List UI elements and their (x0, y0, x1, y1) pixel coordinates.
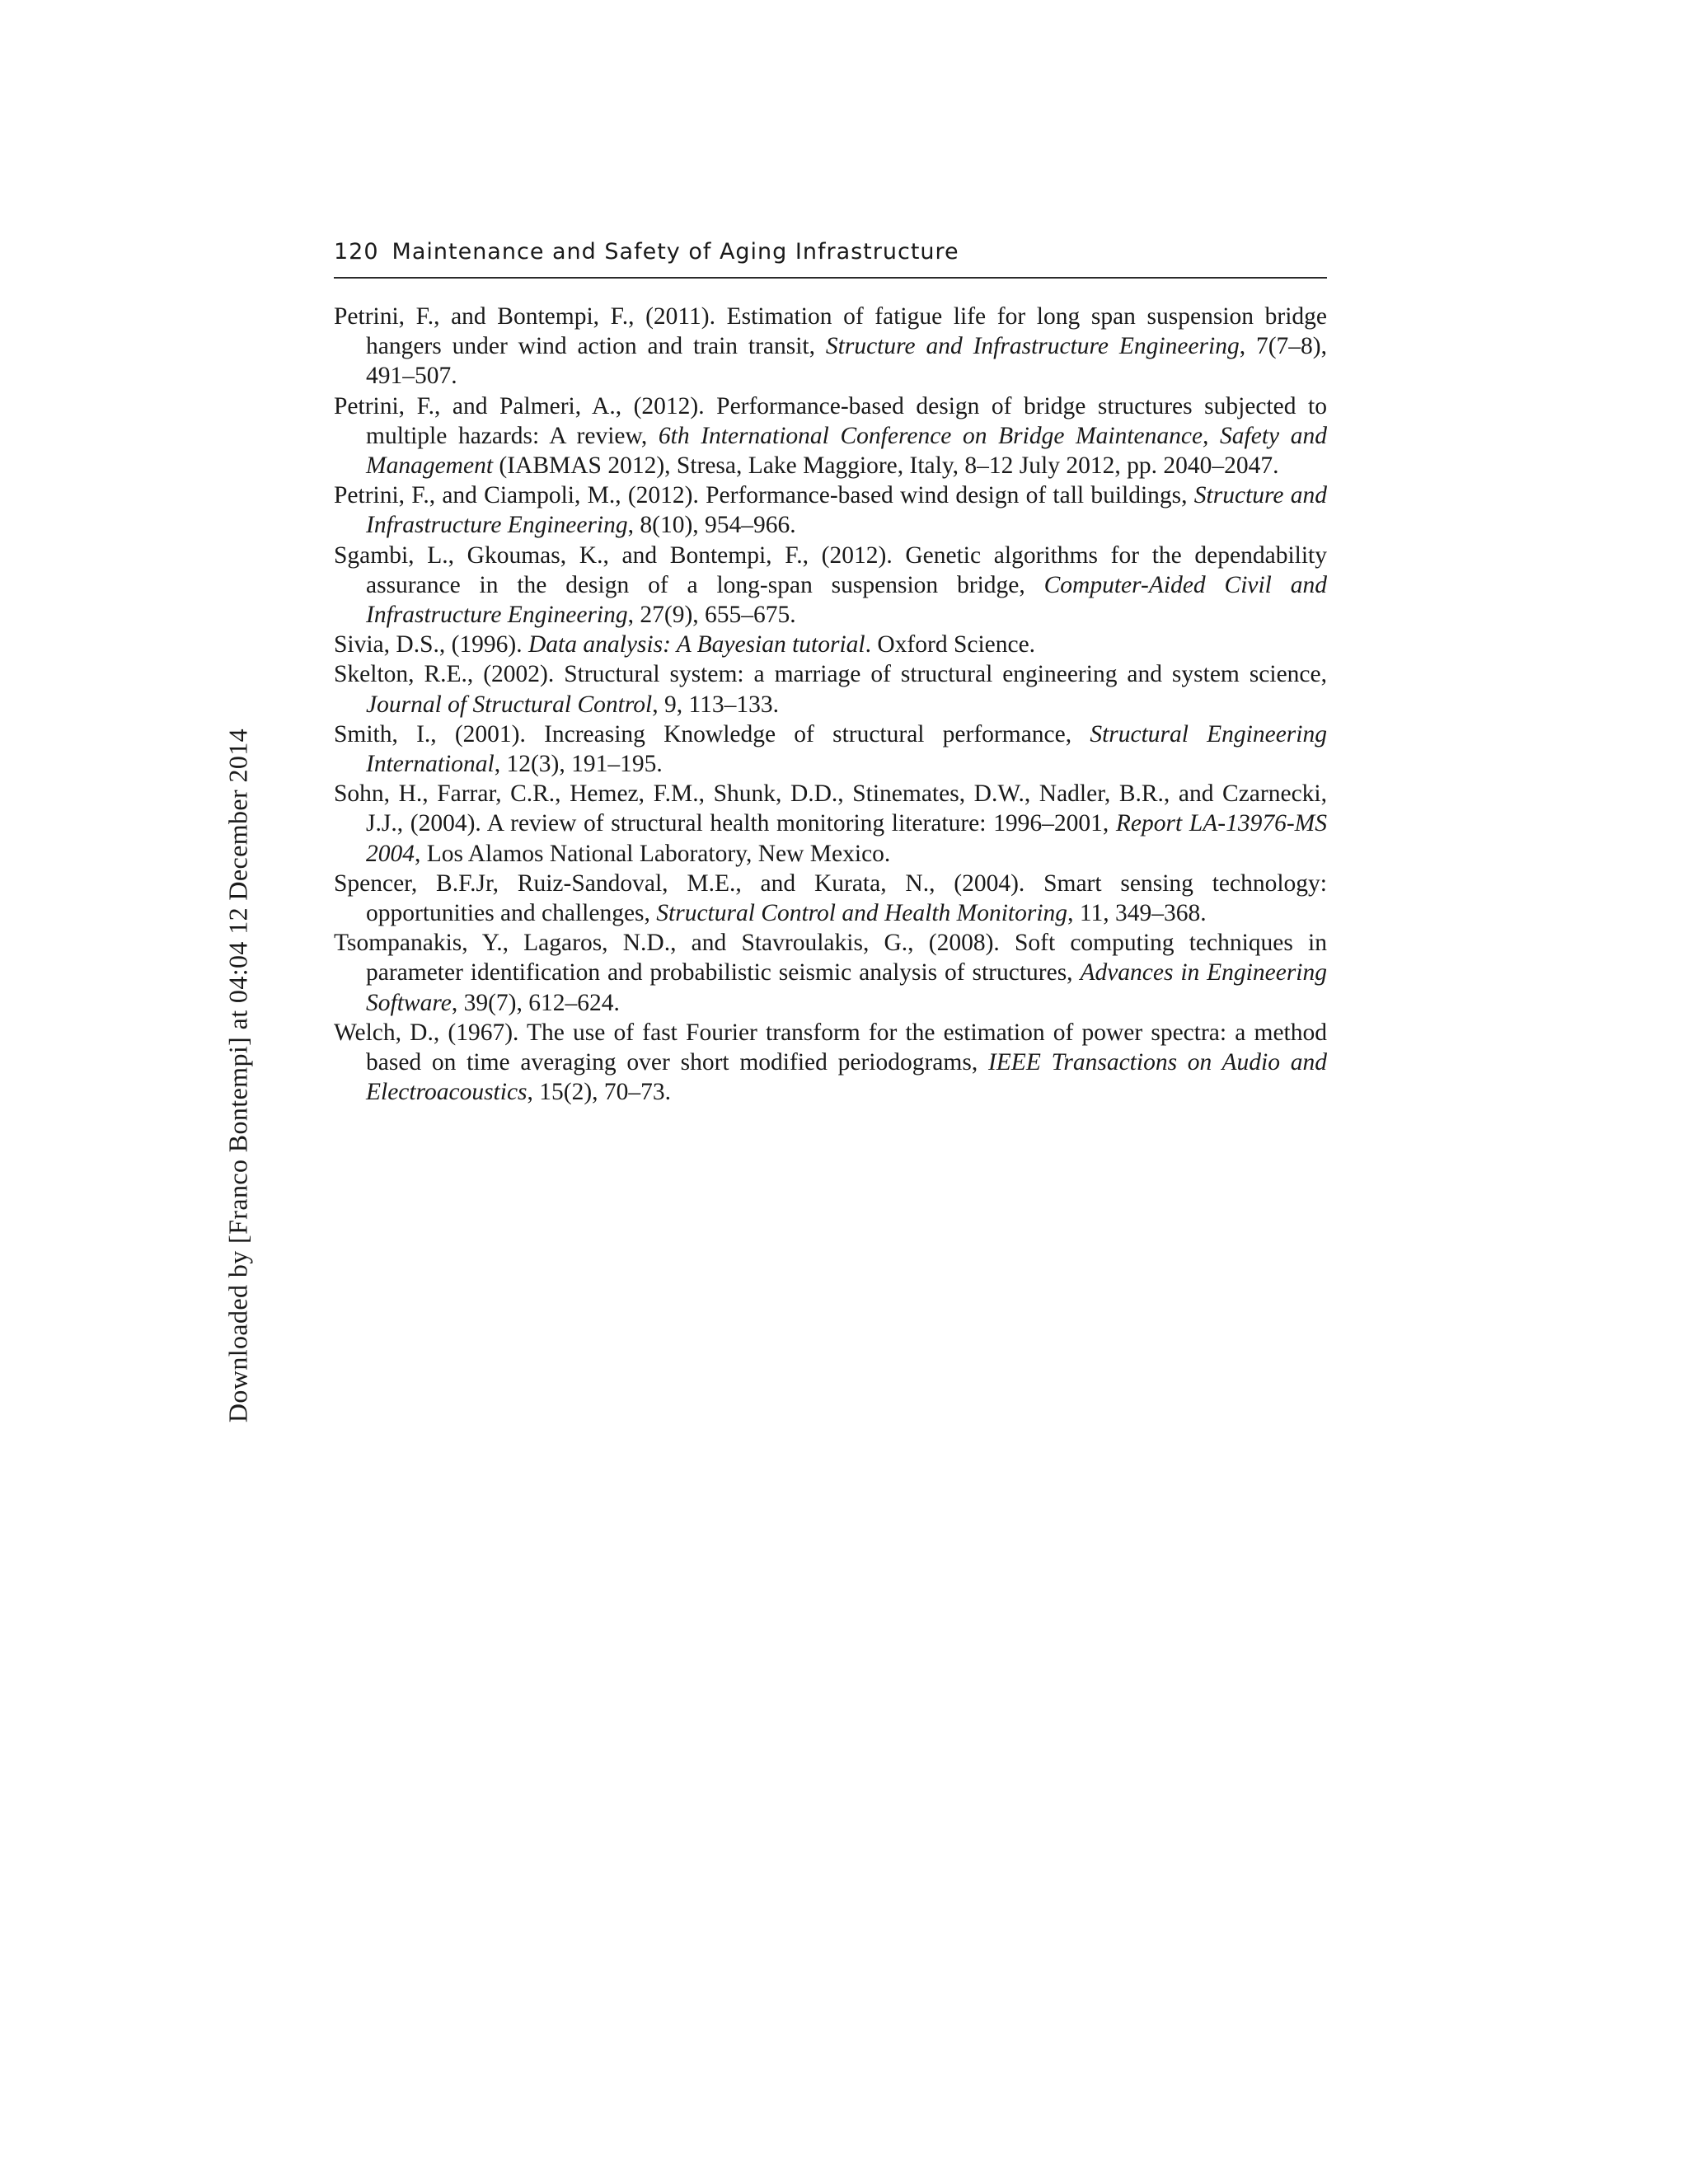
reference-entry: Sohn, H., Farrar, C.R., Hemez, F.M., Shunk, D.D., Stinemates, D.W., Nadler, B.R., and Czarnecki, J.J., (2004). A review of structural health monitoring literature: 1996–2001, Report LA-13976-MS 2004, Los Alamos National Laboratory, New Mexico. (334, 780, 1327, 867)
download-watermark-text: Downloaded by [Franco Bontempi] at 04:04 12 December 2014 (223, 728, 253, 1423)
header-rule (334, 277, 1327, 279)
reference-entry: Welch, D., (1967). The use of fast Fourier transform for the estimation of power spectra: a method based on time averaging over short modified periodograms, IEEE Transactions on Audio and Electroacoustics, 15(2), 70–73. (334, 1019, 1327, 1106)
reference-entry: Petrini, F., and Bontempi, F., (2011). Estimation of fatigue life for long span suspension bridge hangers under wind action and train transit, Structure and Infrastructure Engineering, 7(7–8), 491–507. (334, 303, 1327, 390)
book-title: Maintenance and Safety of Aging Infrastructure (392, 239, 959, 265)
reference-entry: Skelton, R.E., (2002). Structural system: a marriage of structural engineering and system science, Journal of Structural Control, 9, 113–133. (334, 661, 1327, 718)
reference-entry: Sgambi, L., Gkoumas, K., and Bontempi, F., (2012). Genetic algorithms for the dependability assurance in the design of a long-span suspension bridge, Computer-Aided Civil and Infrastructure Engineering, 27(9), 655–675. (334, 541, 1327, 629)
reference-entry: Smith, I., (2001). Increasing Knowledge of structural performance, Structural Engineering International, 12(3), 191–195. (334, 720, 1327, 778)
page-number: 120 (334, 239, 379, 265)
reference-entry: Petrini, F., and Palmeri, A., (2012). Performance-based design of bridge structures subjected to multiple hazards: A review, 6th International Conference on Bridge Maintenance, Safety and Management (IABMAS 2012), Stresa, Lake Maggiore, Italy, 8–12 July 2012, pp. 2040–2047. (334, 392, 1327, 480)
reference-entry: Tsompanakis, Y., Lagaros, N.D., and Stavroulakis, G., (2008). Soft computing techniques in parameter identification and probabilistic seismic analysis of structures, Advances in Engineering Software, 39(7), 612–624. (334, 930, 1327, 1016)
reference-list (334, 302, 1327, 1107)
running-head (334, 239, 1327, 277)
reference-entry: Sivia, D.S., (1996). Data analysis: A Bayesian tutorial. Oxford Science. (334, 631, 1036, 658)
reference-entry: Petrini, F., and Ciampoli, M., (2012). Performance-based wind design of tall buildings, Structure and Infrastructure Engineering, 8(10), 954–966. (334, 482, 1327, 539)
reference-entry: Spencer, B.F.Jr, Ruiz-Sandoval, M.E., and Kurata, N., (2004). Smart sensing technology: opportunities and challenges, Structural Control and Health Monitoring, 11, 349–368. (334, 869, 1327, 927)
